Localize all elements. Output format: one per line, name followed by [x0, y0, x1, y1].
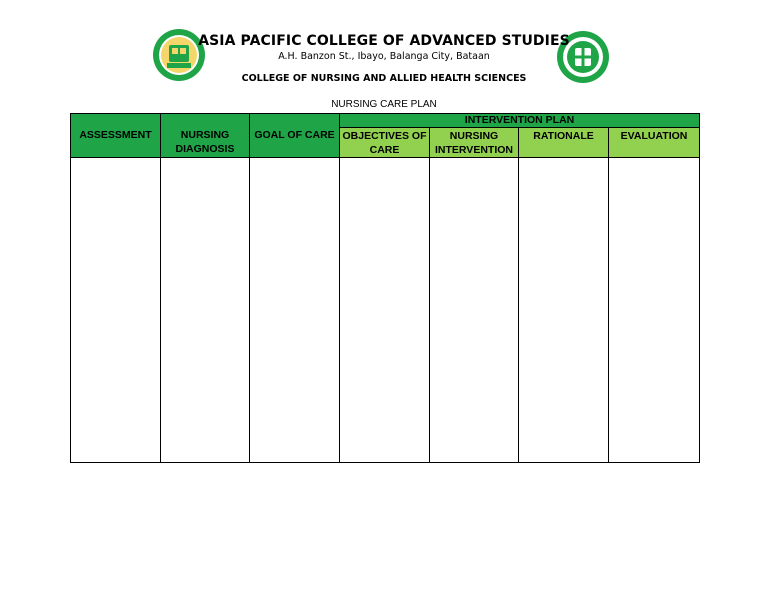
column-header-goal-of-care: GOAL OF CARE: [250, 114, 340, 158]
evaluation-cell[interactable]: [609, 158, 700, 463]
nursing-diagnosis-cell[interactable]: [161, 158, 250, 463]
nursing-intervention-cell[interactable]: [430, 158, 519, 463]
column-header-evaluation: EVALUATION: [609, 128, 700, 158]
group-header-intervention-plan: INTERVENTION PLAN: [340, 114, 700, 128]
objectives-of-care-cell[interactable]: [340, 158, 430, 463]
column-header-nursing-intervention: NURSING INTERVENTION: [430, 128, 519, 158]
school-name: ASIA PACIFIC COLLEGE OF ADVANCED STUDIES: [198, 33, 570, 49]
rationale-cell[interactable]: [519, 158, 609, 463]
goal-of-care-cell[interactable]: [250, 158, 340, 463]
column-header-rationale: RATIONALE: [519, 128, 609, 158]
college-name: COLLEGE OF NURSING AND ALLIED HEALTH SCIENCES: [241, 73, 527, 84]
nursing-care-plan-table: [70, 113, 700, 463]
column-header-objectives-of-care: OBJECTIVES OF CARE: [340, 128, 430, 158]
assessment-cell[interactable]: [71, 158, 161, 463]
page-title: NURSING CARE PLAN: [331, 99, 437, 110]
column-header-assessment: ASSESSMENT: [71, 114, 161, 158]
school-address: A.H. Banzon St., Ibayo, Balanga City, Bataan: [278, 51, 490, 62]
column-header-nursing-diagnosis: NURSING DIAGNOSIS: [161, 114, 250, 158]
